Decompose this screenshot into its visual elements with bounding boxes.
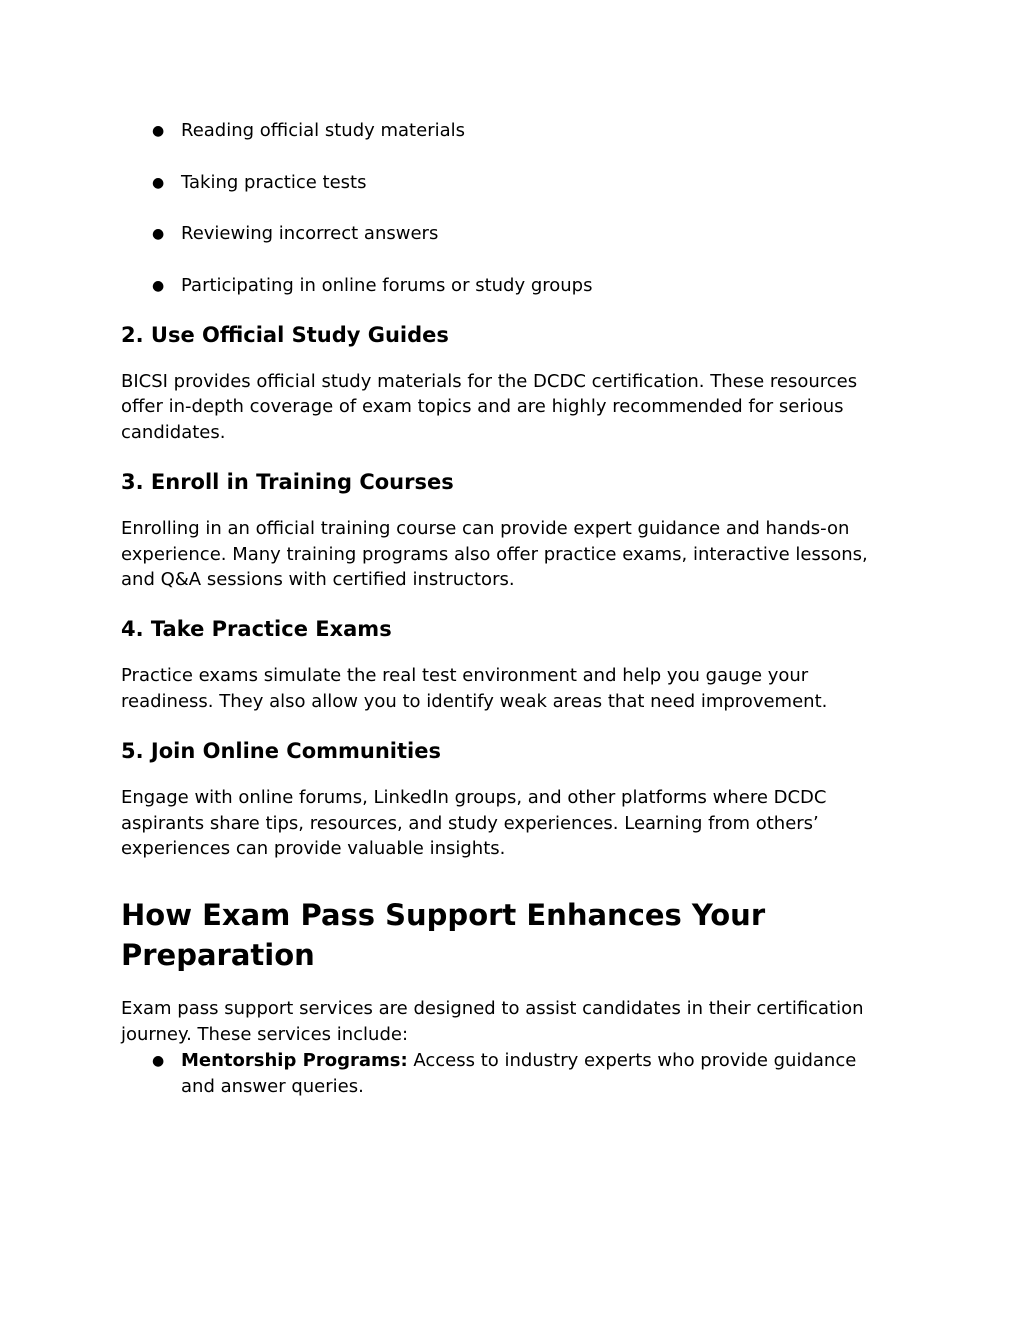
bullet-icon: ● (152, 1052, 165, 1069)
section-heading-study-guides: 2. Use Official Study Guides (121, 322, 449, 347)
bullet-icon: ● (152, 174, 165, 191)
list-item-text: Taking practice tests (181, 171, 367, 193)
list-item-text: Reviewing incorrect answers (181, 223, 439, 244)
support-services-list (121, 1048, 891, 1100)
section-heading-practice-exams: 4. Take Practice Exams (121, 617, 392, 642)
list-item-text: Reading official study materials (181, 120, 466, 141)
bullet-icon: ● (152, 226, 165, 242)
section-body-practice-exams: Practice exams simulate the real test environment and help you gauge your readiness. They also allow you to identify weak areas that need improvement. (121, 665, 828, 713)
section-heading-training-courses: 3. Enroll in Training Courses (121, 469, 454, 494)
section-body-training-courses: Enrolling in an official training course can provide expert guidance and hands-on experience. Many training programs also offer practice exams, interactive lessons, and Q&A sessions with certified instructors. (121, 517, 868, 591)
list-item (121, 1048, 891, 1100)
list-item-text: Participating in online forums or study groups (181, 274, 593, 296)
list-item (121, 170, 891, 196)
list-item (121, 221, 891, 247)
support-heading: How Exam Pass Support Enhances Your Preparation (121, 898, 766, 973)
bullet-icon: ● (152, 123, 165, 139)
section-body-online-communities: Engage with online forums, LinkedIn groups, and other platforms where DCDC aspirants share tips, resources, and study experiences. Learning from others’ experiences can provide valuable insights. (121, 786, 827, 860)
bullet-icon: ● (152, 277, 165, 294)
service-text: Access to industry experts who provide guidance and answer queries. (181, 1049, 857, 1097)
support-intro: Exam pass support services are designed to assist candidates in their certification journey. These services include: (121, 998, 864, 1046)
list-item (121, 118, 891, 144)
service-label: Mentorship Programs: (181, 1049, 408, 1071)
list-item (121, 273, 891, 299)
document-content (121, 118, 891, 1100)
section-heading-online-communities: 5. Join Online Communities (121, 738, 441, 763)
section-body-study-guides: BICSI provides official study materials for the DCDC certification. These resources offer in-depth coverage of exam topics and are highly recommended for serious candidates. (121, 370, 858, 444)
study-method-list (121, 118, 891, 299)
